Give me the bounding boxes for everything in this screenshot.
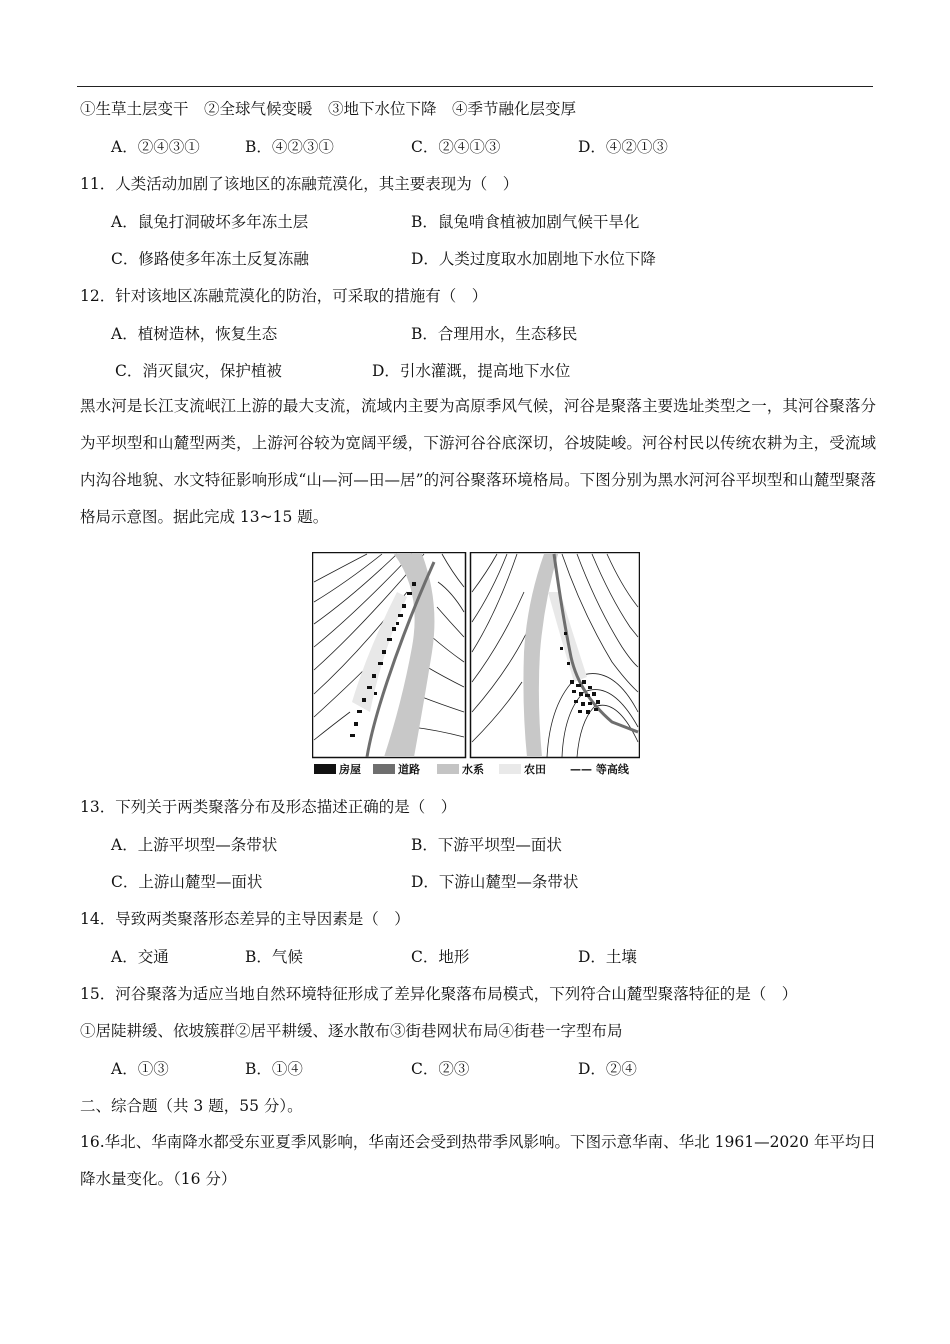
legend-water-swatch: [437, 764, 459, 774]
q15-items: ①居陡耕缓、依坡簇群②居平耕缓、逐水散布③街巷网状布局④街巷一字型布局: [80, 1022, 623, 1040]
q14-option-c: C．地形: [411, 948, 470, 966]
legend-water: [437, 763, 484, 777]
legend-house: [314, 763, 361, 777]
settlement-pattern-map: [312, 552, 640, 778]
q15-option-c: C．②③: [411, 1060, 470, 1078]
q10-option-c: C．②④①③: [411, 138, 501, 156]
legend-road-label: 道路: [398, 763, 420, 776]
q11-option-d: D．人类过度取水加剧地下水位下降: [411, 250, 656, 268]
q11-option-c: C．修路使多年冻土反复冻融: [111, 250, 309, 268]
legend-farmland-label: 农田: [524, 763, 546, 776]
legend-water-label: 水系: [462, 763, 484, 776]
q15-option-b: B．①④: [245, 1060, 303, 1078]
q13-option-c: C．上游山麓型—面状: [111, 873, 263, 891]
piedmont-type-panel: [471, 553, 640, 758]
legend-road-swatch: [373, 764, 395, 774]
q11-option-a: A．鼠兔打洞破坏多年冻土层: [111, 213, 309, 231]
q13-option-b: B．下游平坝型—面状: [411, 836, 562, 854]
q10-option-a: A．②④③①: [111, 138, 200, 156]
q11-stem: 11．人类活动加剧了该地区的冻融荒漠化，其主要表现为（ ）: [80, 175, 519, 193]
legend-house-swatch: [314, 764, 336, 774]
header-rule: [77, 86, 873, 87]
legend-farmland-swatch: [499, 764, 521, 774]
passage-heishui-river: 黑水河是长江支流岷江上游的最大支流，流域内主要为高原季风气候，河谷是聚落主要选址类型之一，其河谷聚落分为平坝型和山麓型两类，上游河谷较为宽阔平缓，下游河谷谷底深切，谷坡陡峻。河谷村民以传统农耕为主，受流域内沟谷地貌、水文特征影响形成“山—河—田—居”的河谷聚落环境格局。下图分别为黑水河河谷平坝型和山麓型聚落格局示意图。据此完成 13~15 题。: [80, 397, 876, 526]
q10-items: ①生草土层变干 ②全球气候变暖 ③地下水位下降 ④季节融化层变厚: [80, 100, 577, 118]
q14-option-a: A．交通: [111, 948, 169, 966]
q12-option-d: D．引水灌溉，提高地下水位: [372, 362, 571, 380]
q12-stem: 12．针对该地区冻融荒漠化的防治，可采取的措施有（ ）: [80, 287, 488, 305]
legend-contour: —— 等高线: [570, 763, 629, 776]
q15-option-d: D．②④: [578, 1060, 637, 1078]
q10-option-b: B．④②③①: [245, 138, 334, 156]
q14-option-d: D．土壤: [578, 948, 637, 966]
q14-stem: 14．导致两类聚落形态差异的主导因素是（ ）: [80, 910, 410, 928]
legend-house-label: 房屋: [339, 763, 361, 776]
q15-stem: 15．河谷聚落为适应当地自然环境特征形成了差异化聚落布局模式，下列符合山麓型聚落特征的是（ ）: [80, 985, 798, 1003]
legend-road: [373, 763, 420, 777]
q15-option-a: A．①③: [111, 1060, 169, 1078]
section-2-heading: 二、综合题（共 3 题，55 分）。: [80, 1097, 303, 1115]
legend-farmland: [499, 763, 546, 777]
q11-option-b: B．鼠兔啃食植被加剧气候干旱化: [411, 213, 640, 231]
q12-option-b: B．合理用水，生态移民: [411, 325, 578, 343]
plain-type-panel: [313, 553, 466, 758]
q12-option-c: C．消灭鼠灾，保护植被: [115, 362, 282, 380]
q12-option-a: A．植树造林，恢复生态: [111, 325, 278, 343]
q10-option-d: D．④②①③: [578, 138, 668, 156]
q16-stem: 16.华北、华南降水都受东亚夏季风影响，华南还会受到热带季风影响。下图示意华南、华北 1961—2020 年平均日降水量变化。（16 分）: [80, 1133, 876, 1188]
q13-option-a: A．上游平坝型—条带状: [111, 836, 278, 854]
q13-option-d: D．下游山麓型—条带状: [411, 873, 579, 891]
q14-option-b: B．气候: [245, 948, 303, 966]
q13-stem: 13．下列关于两类聚落分布及形态描述正确的是（ ）: [80, 798, 457, 816]
